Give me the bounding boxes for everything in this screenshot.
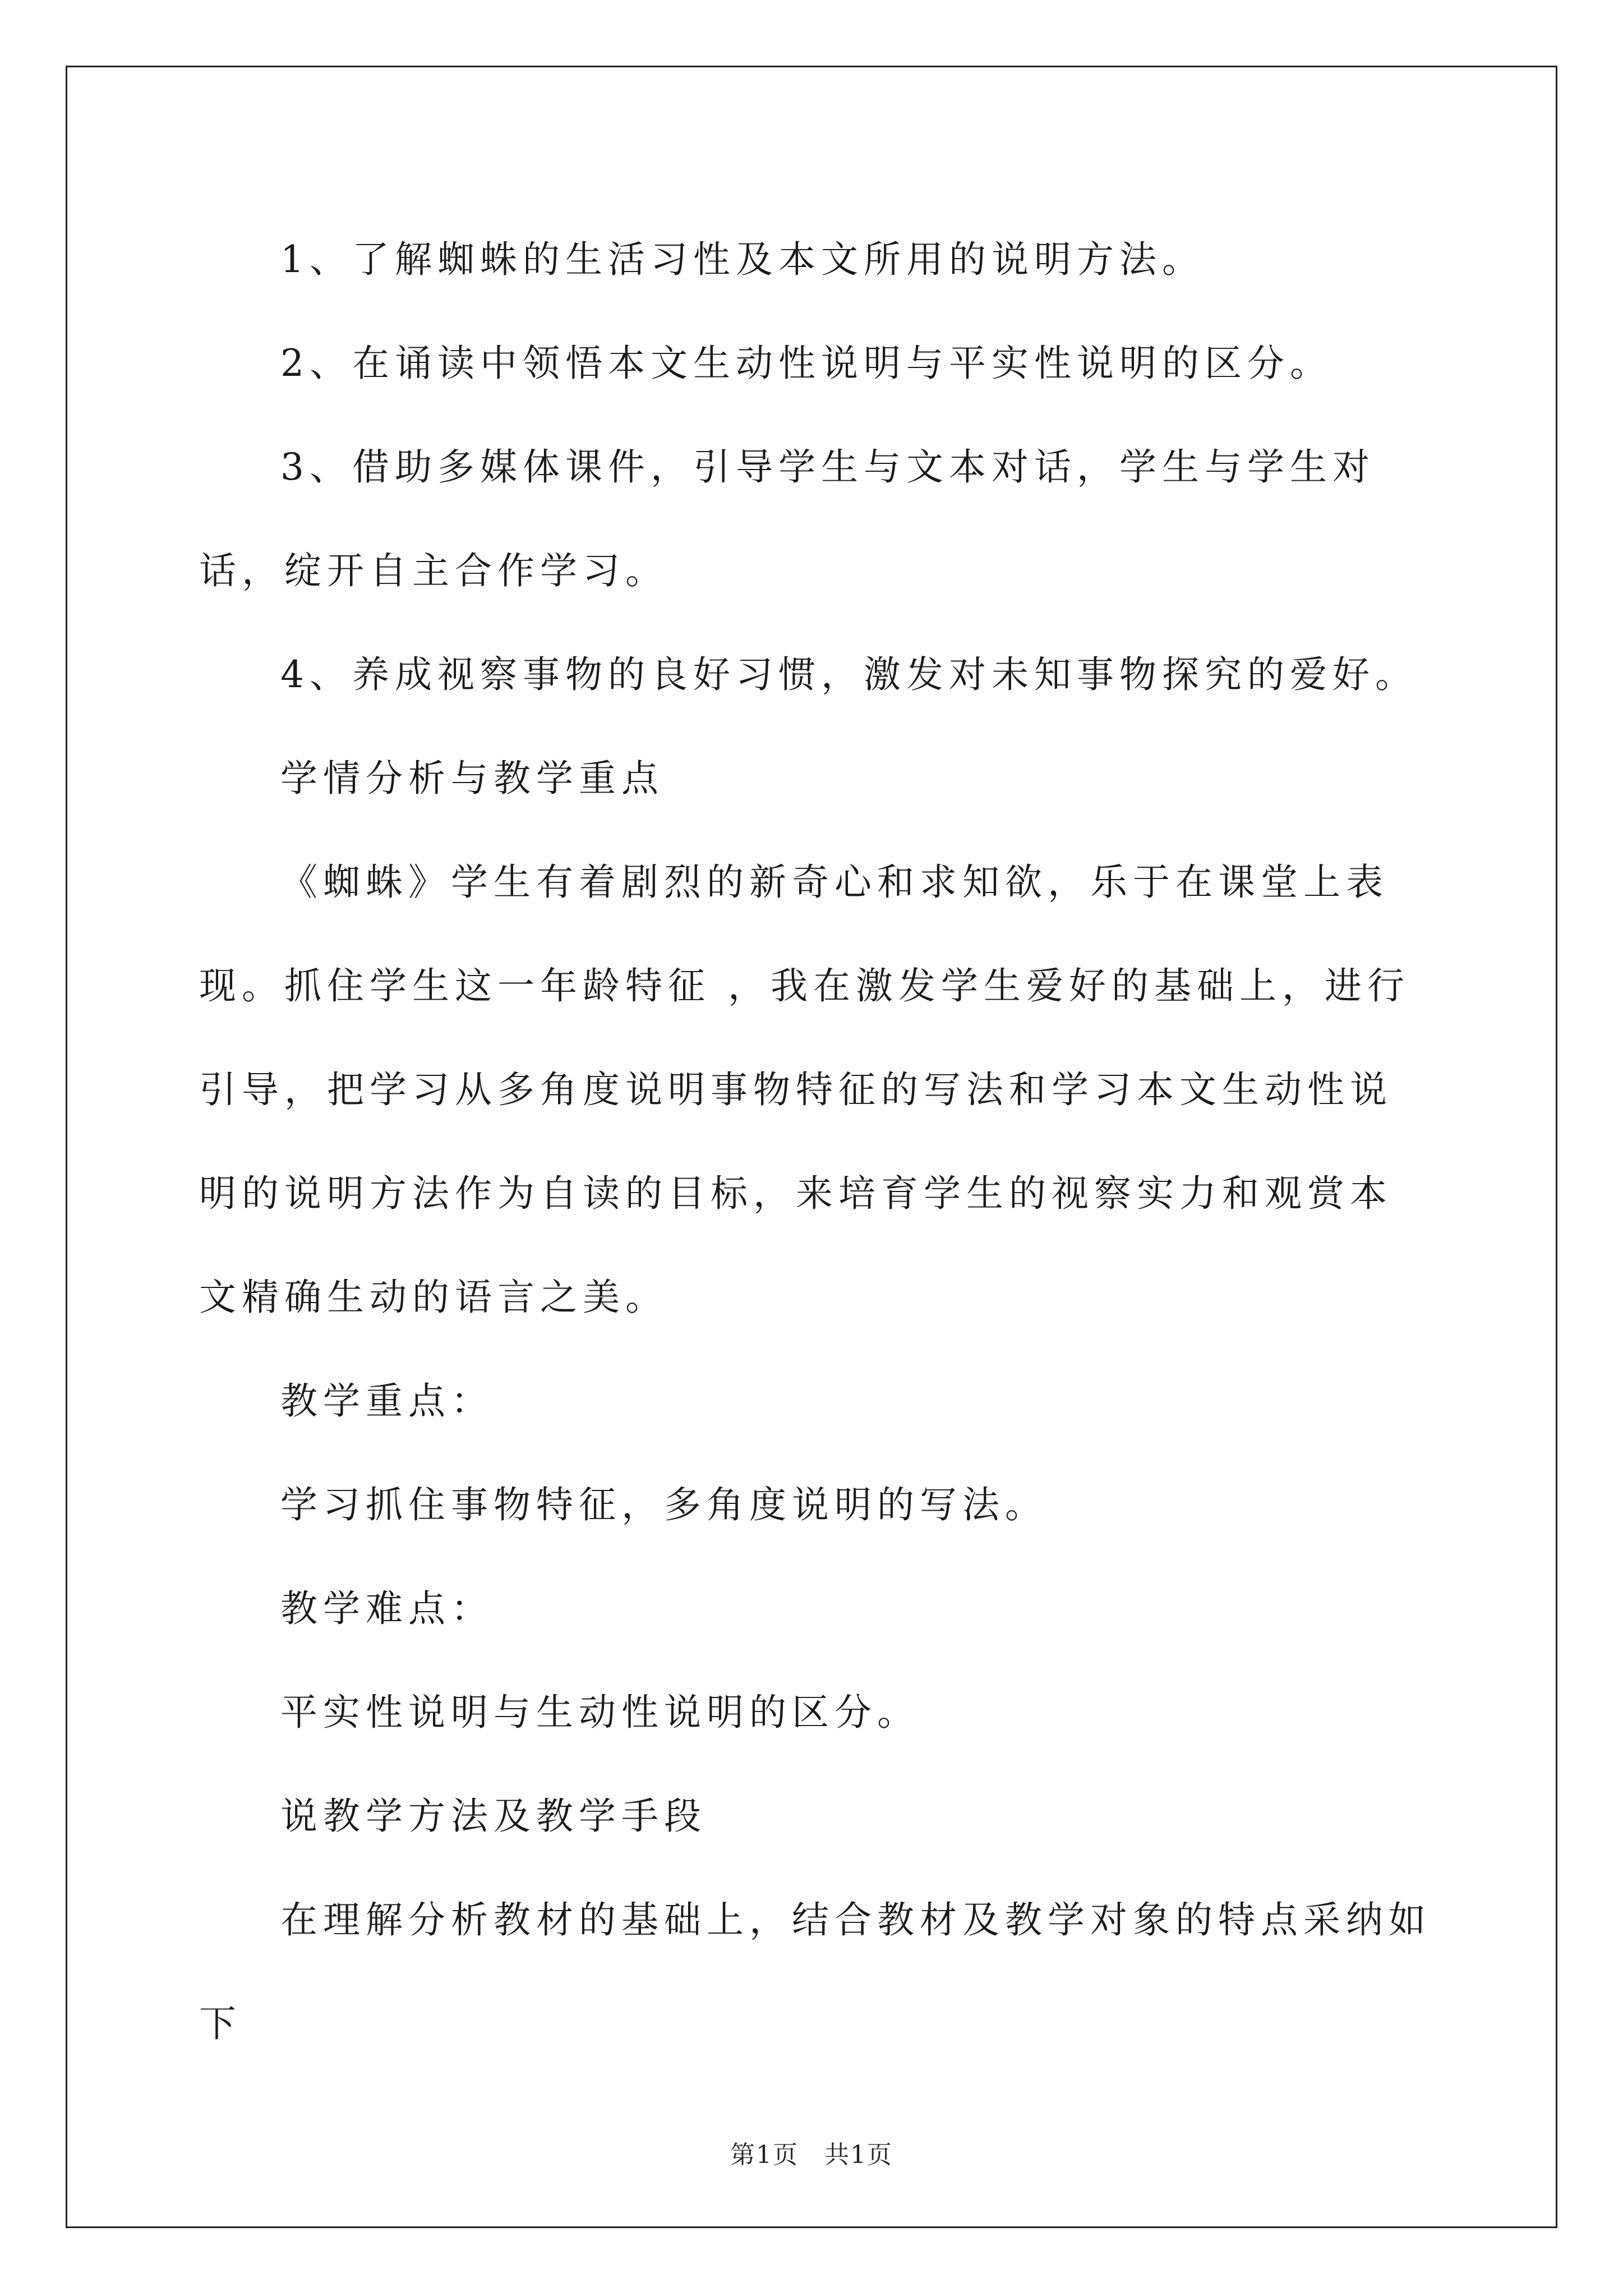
paragraph-analysis: 《蜘蛛》学生有着剧烈的新奇心和求知欲，乐于在课堂上表现。抓住学生这一年龄特征 ，我在激发学生爱好的基础上，进行引导，把学习从多角度说明事物特征的写法和学习本文生动性说明的说明方法作为自读的目标，来培育学生的视察实力和观赏本文精确生动的语言之美。 <box>199 861 1410 1319</box>
paragraph-objective-3: 3、借助多媒体课件，引导学生与文本对话，学生与学生对话，绽开自主合作学习。 <box>199 445 1375 592</box>
paragraph-difficulty: 平实性说明与生动性说明的区分。 <box>280 1691 920 1734</box>
page-number-footer: 第1页 共1页 <box>730 2141 893 2169</box>
paragraph-key-point: 学习抓住事物特征，多角度说明的写法。 <box>280 1483 1048 1526</box>
section-heading-analysis: 学情分析与教学重点 <box>280 757 664 800</box>
label-difficulty: 教学难点： <box>280 1587 494 1630</box>
section-heading-methods: 说教学方法及教学手段 <box>280 1795 707 1838</box>
label-key-point: 教学重点： <box>280 1379 494 1423</box>
document-body <box>199 208 1433 2076</box>
paragraph-objective-2: 2、在诵读中领悟本文生动性说明与平实性说明的区分。 <box>280 342 1332 385</box>
paragraph-methods: 在理解分析教材的基础上，结合教材及教学对象的特点采纳如下 <box>199 1898 1431 2045</box>
paragraph-objective-1: 1、了解蜘蛛的生活习性及本文所用的说明方法。 <box>280 238 1205 281</box>
paragraph-objective-4: 4、养成视察事物的良好习惯，激发对未知事物探究的爱好。 <box>280 653 1418 696</box>
